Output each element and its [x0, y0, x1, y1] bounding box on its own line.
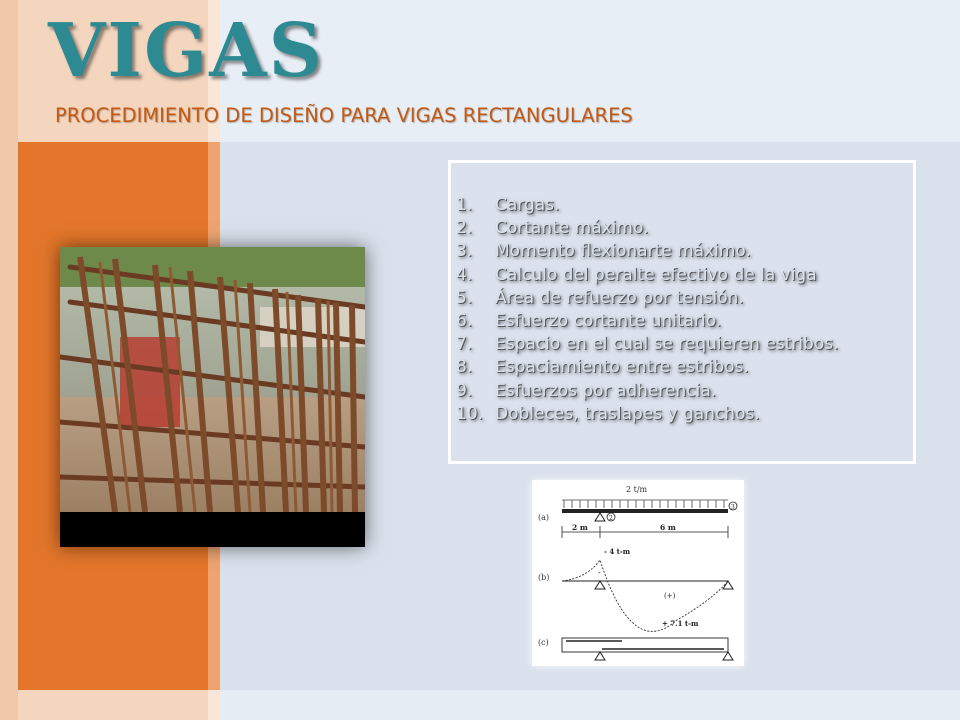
support-icon: [595, 513, 605, 521]
support-icon: [723, 652, 733, 660]
load-label: 2 t/m: [626, 485, 648, 494]
positive-moment-label: + 7.1 t-m: [662, 619, 699, 628]
item-text: Espaciamiento entre estribos.: [495, 357, 749, 378]
item-number: 7.: [456, 334, 473, 355]
item-number: 10.: [456, 403, 484, 424]
item-text: Calculo del peralte efectivo de la viga: [495, 264, 817, 285]
decor-stripe: [0, 0, 18, 720]
beam-diagram-svg: [532, 480, 744, 666]
list-item: [456, 310, 839, 333]
item-text: Esfuerzos por adherencia.: [495, 380, 717, 401]
item-text: Momento flexionarte máximo.: [495, 241, 751, 262]
item-number: 2.: [456, 218, 473, 239]
rebar-photo-image: [60, 247, 365, 547]
span-right-label: 6 m: [660, 523, 676, 532]
item-text: Espacio en el cual se requieren estribos.: [495, 334, 839, 355]
list-item: [456, 356, 839, 379]
negative-sign: -: [598, 568, 601, 577]
item-number: 3.: [456, 241, 473, 262]
list-item: [456, 333, 839, 356]
list-item: [456, 194, 839, 217]
item-number: 1.: [456, 195, 473, 215]
negative-moment-label: - 4 t-m: [604, 547, 631, 556]
beam-diagram: [532, 480, 744, 666]
beam: [562, 509, 728, 513]
procedure-list: [456, 194, 839, 426]
item-number: 8.: [456, 357, 473, 378]
list-item: [456, 264, 839, 287]
item-text: Área de refuerzo por tensión.: [495, 287, 744, 308]
support-icon: [595, 652, 605, 660]
item-text: Cargas.: [495, 195, 560, 215]
slide-title: VIGAS: [48, 8, 325, 94]
row-label-a: (a): [538, 513, 550, 522]
item-text: Dobleces, traslapes y ganchos.: [495, 403, 760, 424]
slide-subtitle: PROCEDIMIENTO DE DISEÑO PARA VIGAS RECTANGULARES: [55, 104, 633, 127]
list-item: [456, 240, 839, 263]
rebar-photo: [60, 247, 365, 547]
item-number: 6.: [456, 311, 473, 332]
item-number: 9.: [456, 380, 473, 401]
item-number: 5.: [456, 287, 473, 308]
item-text: Esfuerzo cortante unitario.: [495, 311, 722, 332]
item-number: 4.: [456, 264, 473, 285]
list-item: [456, 403, 839, 426]
beam-section: [562, 638, 728, 652]
distributed-load-arrows: [562, 500, 728, 508]
list-item: [456, 380, 839, 403]
support-icon: [595, 581, 605, 589]
span-left-label: 2 m: [572, 523, 588, 532]
list-item: [456, 287, 839, 310]
support-number: 2: [609, 515, 613, 522]
positive-region-label: (+): [664, 592, 676, 600]
moment-curve: [562, 560, 728, 631]
row-label-b: (b): [538, 573, 550, 582]
support-number: 3: [731, 504, 735, 511]
item-text: Cortante máximo.: [495, 218, 649, 239]
row-label-c: (c): [538, 638, 549, 647]
list-item: [456, 217, 839, 240]
